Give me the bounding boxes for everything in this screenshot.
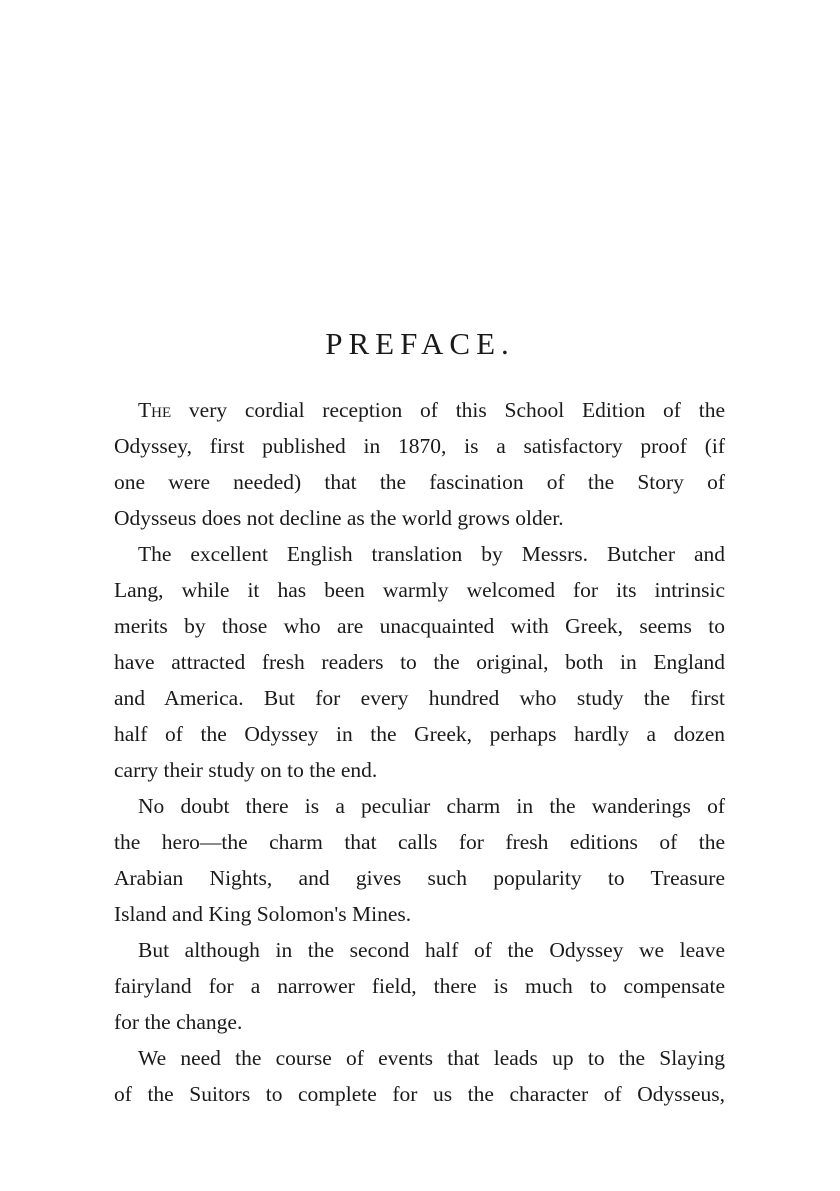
text-line: carry their study on to the end. (114, 758, 378, 782)
text-line: The excellent English translation by Messrs. Butcher and (138, 542, 725, 566)
text-line: half of the Odyssey in the Greek, perhaps hardly a dozen (114, 722, 725, 746)
text-line: No doubt there is a peculiar charm in the wanderings of (138, 794, 725, 818)
text-line: We need the course of events that leads up to the Slaying (138, 1046, 725, 1070)
preface-body (114, 392, 725, 1112)
text-line (114, 392, 725, 428)
text-line: for the change. (114, 1010, 243, 1034)
drop-lead-word: The (138, 398, 172, 422)
paragraph (114, 932, 725, 1040)
text-line: merits by those who are unacquainted with Greek, seems to (114, 614, 725, 638)
paragraph (114, 788, 725, 932)
text-line: have attracted fresh readers to the original, both in England (114, 650, 725, 674)
text-line: Lang, while it has been warmly welcomed for its intrinsic (114, 578, 725, 602)
line-text: very cordial reception of this School Edition of the (171, 398, 725, 422)
text-line: Arabian Nights, and gives such popularity to Treasure (114, 866, 725, 890)
text-line: the hero—the charm that calls for fresh editions of the (114, 830, 725, 854)
paragraph (114, 1040, 725, 1112)
text-line: one were needed) that the fascination of the Story of (114, 470, 725, 494)
text-line: Odyssey, first published in 1870, is a satisfactory proof (if (114, 434, 725, 458)
text-line: But although in the second half of the Odyssey we leave (138, 938, 725, 962)
text-line: and America. But for every hundred who study the first (114, 686, 725, 710)
text-line: fairyland for a narrower field, there is much to compensate (114, 974, 725, 998)
text-line: Island and King Solomon's Mines. (114, 902, 412, 926)
paragraph (114, 392, 725, 536)
text-line: Odysseus does not decline as the world grows older. (114, 506, 564, 530)
paragraph (114, 536, 725, 788)
text-line: of the Suitors to complete for us the character of Odysseus, (114, 1082, 725, 1106)
page-title: PREFACE. (325, 325, 515, 361)
